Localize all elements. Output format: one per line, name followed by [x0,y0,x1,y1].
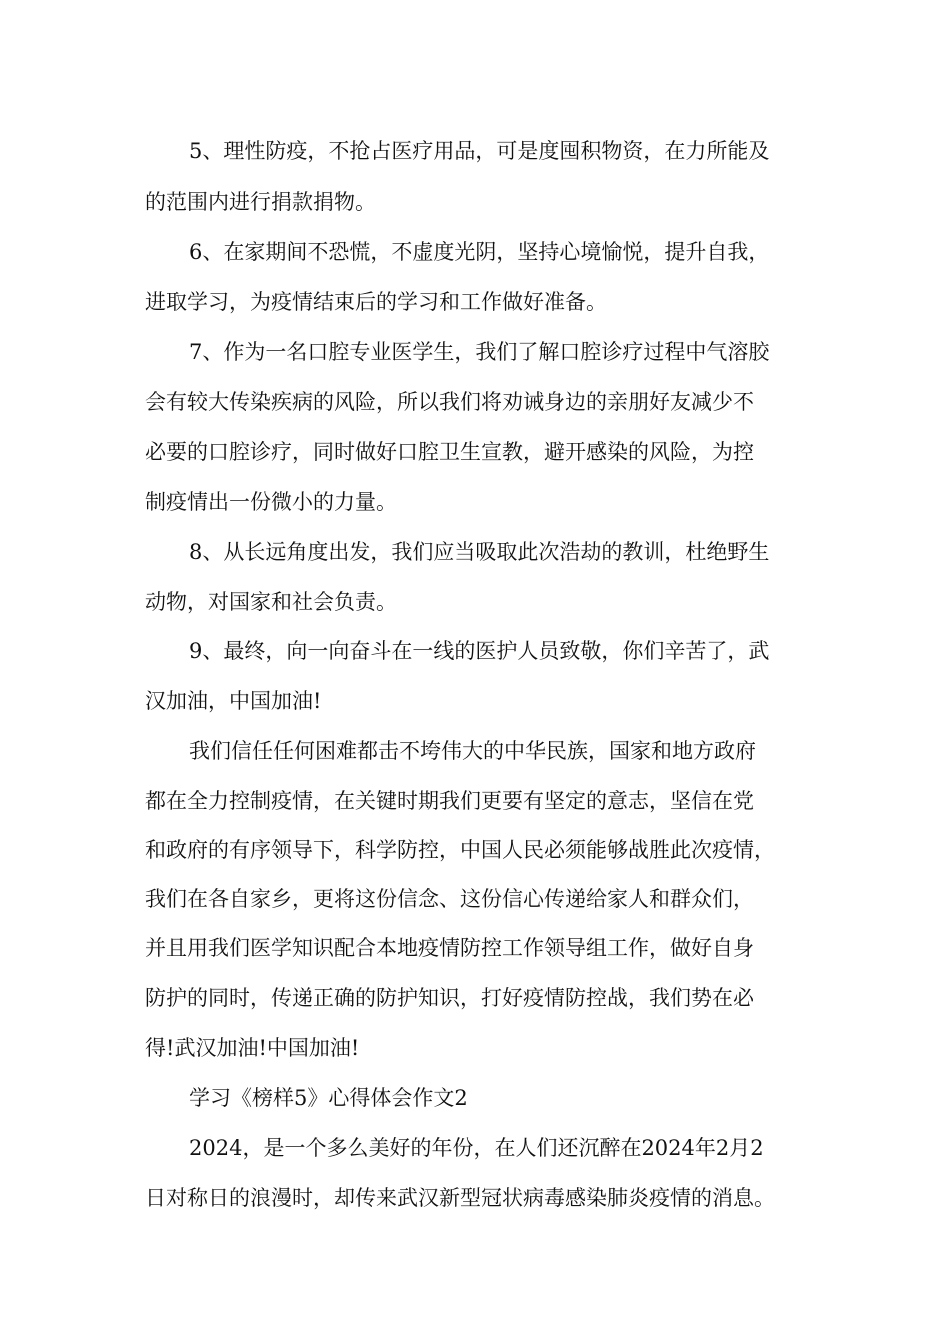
text-line: 汉加油，中国加油! [145,689,322,713]
text-line: 得!武汉加油!中国加油! [145,1036,360,1060]
text-line: 我们信任任何困难都击不垮伟大的中华民族，国家和地方政府 [189,739,756,763]
text-line: 并且用我们医学知识配合本地疫情防控工作领导组工作，做好自身 [145,936,754,960]
text-line: 7、作为一名口腔专业医学生，我们了解口腔诊疗过程中气溶胶 [189,340,770,364]
text-line: 进取学习，为疫情结束后的学习和工作做好准备。 [145,290,607,314]
text-line: 动物，对国家和社会负责。 [145,590,397,614]
text-line: 的范围内进行捐款捐物。 [145,190,376,214]
text-line: 会有较大传染疾病的风险，所以我们将劝诫身边的亲朋好友减少不 [145,390,754,414]
text-line: 8、从长远角度出发，我们应当吸取此次浩劫的教训，杜绝野生 [189,540,770,564]
text-line: 5、理性防疫，不抢占医疗用品，可是度囤积物资，在力所能及 [189,139,770,163]
text-line: 防护的同时，传递正确的防护知识，打好疫情防控战，我们势在必 [145,986,754,1010]
text-line: 2024，是一个多么美好的年份，在人们还沉醉在2024年2月2 [189,1136,764,1160]
text-line: 9、最终，向一向奋斗在一线的医护人员致敬，你们辛苦了，武 [189,639,770,663]
text-line: 我们在各自家乡，更将这份信念、这份信心传递给家人和群众们， [145,887,754,911]
text-line: 必要的口腔诊疗，同时做好口腔卫生宣教，避开感染的风险，为控 [145,440,754,464]
text-line: 6、在家期间不恐慌，不虚度光阴，坚持心境愉悦，提升自我， [189,240,770,264]
text-line: 和政府的有序领导下，科学防控，中国人民必须能够战胜此次疫情， [145,838,775,862]
text-line: 制疫情出一份微小的力量。 [145,490,397,514]
text-line: 都在全力控制疫情，在关键时期我们更要有坚定的意志，坚信在党 [145,789,754,813]
text-line: 日对称日的浪漫时，却传来武汉新型冠状病毒感染肺炎疫情的消息。 [145,1186,775,1210]
section-heading: 学习《榜样5》心得体会作文2 [189,1086,468,1110]
